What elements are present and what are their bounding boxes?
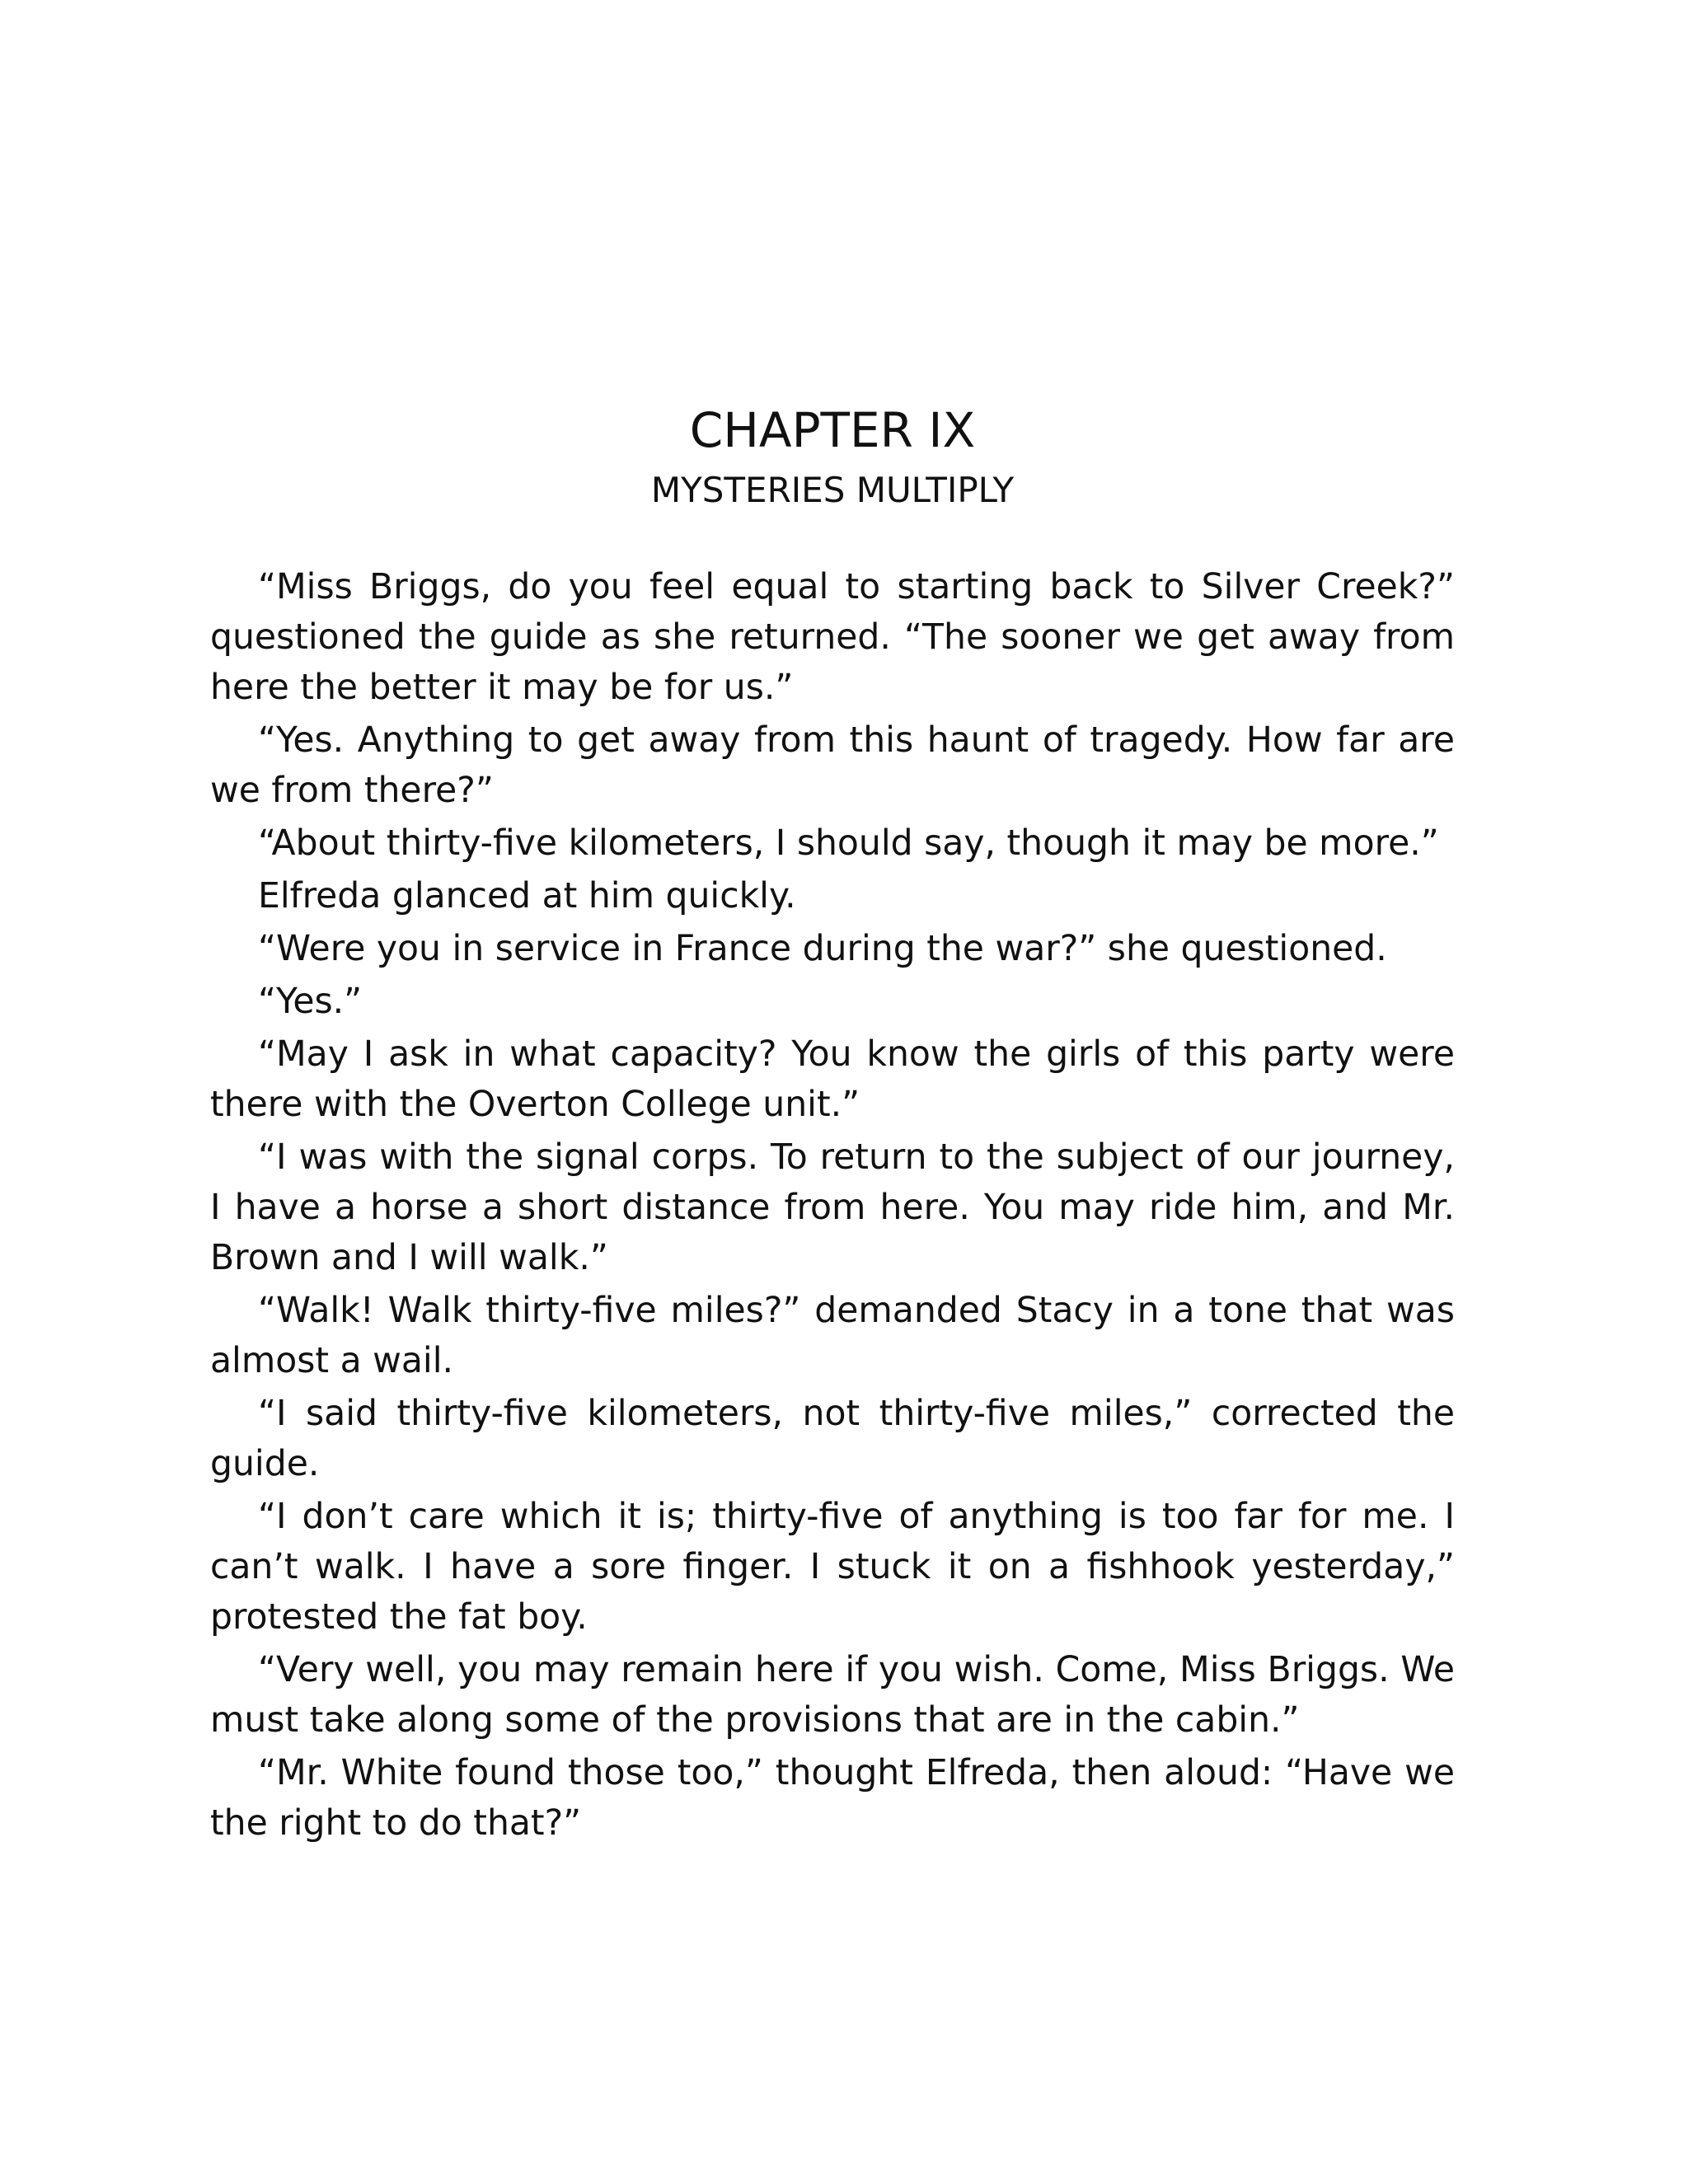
paragraph: “Miss Briggs, do you feel equal to starting back to Silver Creek?” questioned the guide as she returned. “The sooner we get away from here the better it may be for us.”: [210, 567, 1455, 708]
paragraph: “Mr. White found those too,” thought Elfreda, then aloud: “Have we the right to do that?”: [210, 1753, 1455, 1844]
chapter-body: [210, 562, 1455, 1849]
chapter-title: MYSTERIES MULTIPLY: [650, 470, 1015, 510]
book-page: [210, 396, 1455, 1849]
paragraph: “About thirty-five kilometers, I should say, though it may be more.”: [258, 823, 1439, 864]
chapter-heading: [210, 396, 1455, 516]
paragraph: “Yes. Anything to get away from this haunt of tragedy. How far are we from there?”: [210, 720, 1455, 811]
paragraph: “Were you in service in France during the war?” she questioned.: [258, 929, 1387, 969]
paragraph: “Yes.”: [258, 982, 363, 1022]
paragraph: “I was with the signal corps. To return to the subject of our journey, I have a horse a short distance from here. You may ride him, and Mr. Brown and I will walk.”: [210, 1137, 1455, 1278]
paragraph: “May I ask in what capacity? You know the girls of this party were there with the Overton College unit.”: [210, 1034, 1455, 1125]
paragraph: “I don’t care which it is; thirty-five of anything is too far for me. I can’t walk. I have a sore finger. I stuck it on a fishhook yesterday,” protested the fat boy.: [210, 1497, 1455, 1638]
paragraph: “Walk! Walk thirty-five miles?” demanded Stacy in a tone that was almost a wail.: [210, 1291, 1455, 1381]
paragraph: Elfreda glanced at him quickly.: [258, 876, 796, 916]
paragraph: “Very well, you may remain here if you wish. Come, Miss Briggs. We must take along some of the provisions that are in the cabin.”: [210, 1650, 1455, 1741]
paragraph: “I said thirty-five kilometers, not thirty-five miles,” corrected the guide.: [210, 1394, 1455, 1484]
chapter-number: CHAPTER IX: [689, 402, 976, 458]
